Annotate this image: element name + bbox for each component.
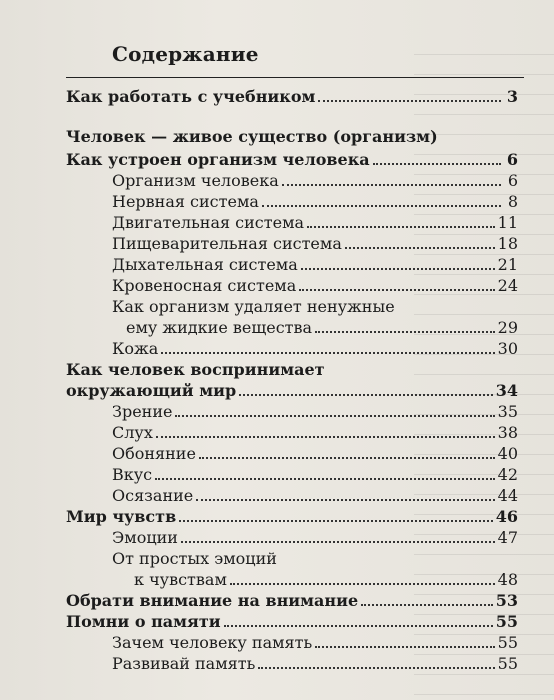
toc-entry-feelings: Мир чувств 46 [66,507,518,526]
toc-entry-line1: От простых эмоций [112,549,277,568]
toc-page-number: 3 [506,87,518,106]
toc-entry: Организм человека 6 [112,171,518,190]
toc-entry: к чувствам 48 [134,570,518,589]
toc-entry: Развивай память 55 [112,654,518,673]
title-rule [66,77,524,78]
toc-entry: Зачем человеку память 55 [112,633,518,652]
toc-entry-attention: Обрати внимание на внимание 53 [66,591,518,610]
page-title: Содержание [112,42,259,66]
toc-page-number: 6 [506,150,518,169]
toc-entry: Обоняние 40 [112,444,518,463]
toc-entry: Кровеносная система 24 [112,276,518,295]
toc-entry: Двигательная система 11 [112,213,518,232]
toc-entry: Кожа 30 [112,339,518,358]
toc-entry: Осязание 44 [112,486,518,505]
toc-entry-line1: Как человек воспринимает [66,360,325,379]
toc-entry-how-to-work: Как работать с учебником 3 [66,87,518,106]
section-heading: Человек — живое существо (организм) [66,127,438,146]
toc-entry: Нервная система 8 [112,192,518,211]
toc-entry: Эмоции 47 [112,528,518,547]
toc-entry: Зрение 35 [112,402,518,421]
toc-entry-line1: Как организм удаляет ненужные [112,297,395,316]
toc-entry: Дыхательная система 21 [112,255,518,274]
toc-entry-memory: Помни о памяти 55 [66,612,518,631]
toc-entry: ему жидкие вещества 29 [126,318,518,337]
toc-entry: Вкус 42 [112,465,518,484]
toc-entry: Слух 38 [112,423,518,442]
toc-entry-perception: окружающий мир 34 [66,381,518,400]
toc-entry: Пищеварительная система 18 [112,234,518,253]
toc-entry-body-structure: Как устроен организм человека 6 [66,150,518,169]
